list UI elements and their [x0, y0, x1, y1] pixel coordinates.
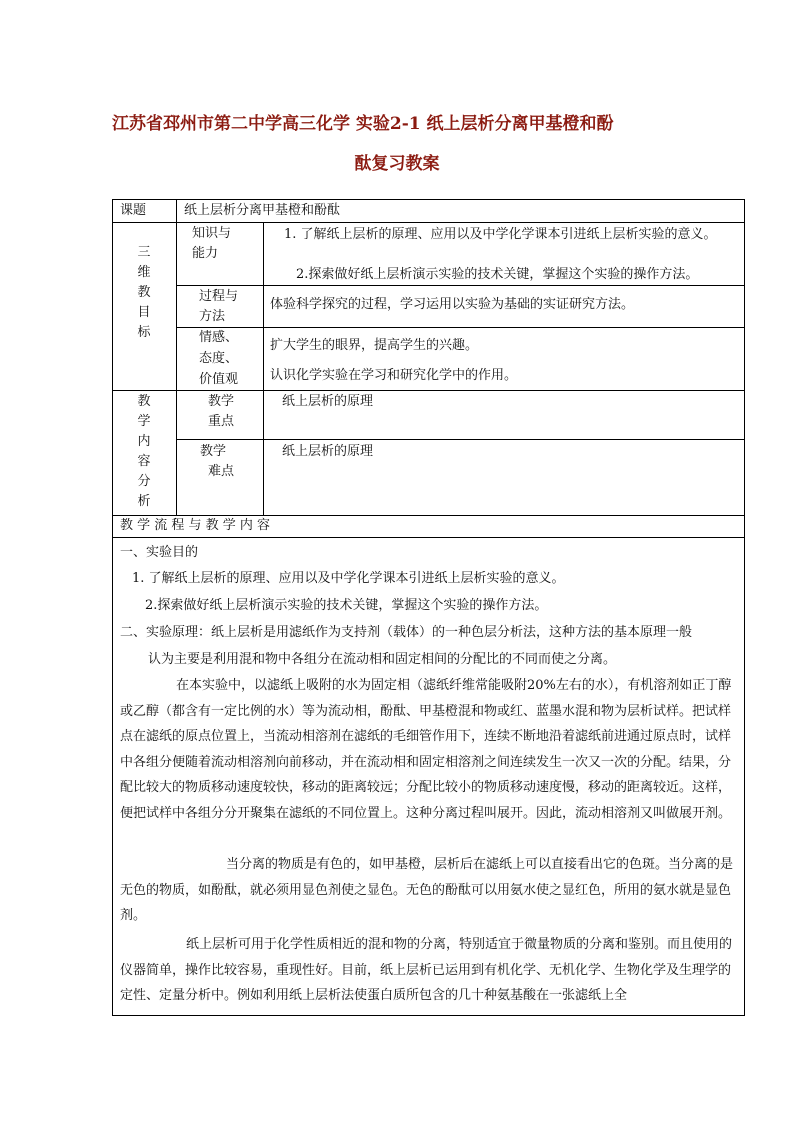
- section-1-heading: 一、实验目的: [120, 545, 199, 560]
- table-border: [744, 199, 745, 1016]
- goals-label: 三维教目标: [137, 245, 151, 340]
- process-goal: 体验科学探究的过程，学习运用以实验为基础的实证研究方法。: [270, 297, 635, 312]
- difficult-point-label-line-2: 难点: [208, 464, 235, 479]
- emotion-goal-1: 扩大学生的眼界，提高学生的兴趣。: [270, 338, 479, 353]
- lesson-plan-table: [112, 199, 745, 1016]
- section-1-item-1: 1. 了解纸上层析的原理、应用以及中学化学课本引进纸上层析实验的意义。: [132, 571, 565, 586]
- table-border: [112, 199, 113, 1016]
- table-border: [263, 222, 264, 515]
- table-border: [112, 390, 745, 391]
- emotion-label-line-3: 价值观: [199, 372, 239, 387]
- emotion-label-line-2: 态度、: [199, 351, 239, 366]
- table-border: [112, 222, 745, 223]
- knowledge-label-line-2: 能力: [192, 246, 219, 261]
- section-1-item-2: 2.探索做好纸上层析演示实验的技术关键，掌握这个实验的操作方法。: [145, 598, 548, 613]
- knowledge-goal-1: 1. 了解纸上层析的原理、应用以及中学化学课本引进纸上层析实验的意义。: [284, 227, 717, 242]
- process-label-line-2: 方法: [199, 309, 226, 324]
- table-border: [176, 199, 177, 515]
- section-2-line-1: 二、实验原理：纸上层析是用滤纸作为支持剂（载体）的一种色层分析法，这种方法的基本原理一般: [120, 625, 693, 640]
- title-line-1: 江苏省邳州市第二中学高三化学 实验2-1 纸上层析分离甲基橙和酚: [112, 114, 614, 134]
- difficult-point-value: 纸上层析的原理: [282, 444, 374, 459]
- table-border: [176, 439, 745, 440]
- table-border: [112, 199, 745, 200]
- flow-header: 教 学 流 程 与 教 学 内 容: [120, 518, 271, 533]
- knowledge-label-line-1: 知识与: [192, 226, 232, 241]
- table-border: [176, 285, 745, 286]
- table-border: [112, 537, 745, 538]
- key-point-value: 纸上层析的原理: [282, 394, 374, 409]
- table-border: [176, 327, 745, 328]
- principle-paragraph-3: 纸上层析可用于化学性质相近的混和物的分离，特别适宜于微量物质的分离和鉴别。而且使用的仪器简单，操作比较容易，重现性好。目前，纸上层析已运用到有机化学、无机化学、生物化学及生理学的定性、定量分析中。例如利用纸上层析法使蛋白质所包含的几十种氨基酸在一张滤纸上全: [120, 937, 733, 1004]
- topic-value: 纸上层析分离甲基橙和酚酞: [184, 203, 341, 218]
- principle-paragraph-2: 当分离的物质是有色的，如甲基橙，层析后在滤纸上可以直接看出它的色斑。当分离的是无色的物质，如酚酞，就必须用显色剂使之显色。无色的酚酞可以用氨水使之显红色，所用的氨水就是显色剂。: [120, 857, 734, 924]
- title-line-2: 酞复习教案: [354, 154, 440, 174]
- topic-label: 课题: [120, 203, 147, 218]
- table-border: [112, 1015, 745, 1016]
- principle-paragraph-1: 在本实验中，以滤纸上吸附的水为固定相（滤纸纤维常能吸附20%左右的水），有机溶剂如正丁醇或乙醇（都含有一定比例的水）等为流动相，酚酞、甲基橙混和物或红、蓝墨水混和物为层析试样。把试样点在滤纸的原点位置上，当流动相溶剂在滤纸的毛细管作用下，连续不断地沿着滤纸前进通过原点时，试样中各组分便随着流动相溶剂向前移动，并在流动相和固定相溶剂之间连续发生一次又一次的分配。结果，分配比较大的物质移动速度较快，移动的距离较远；分配比较小的物质移动速度慢，移动的距离较近。这样，便把试样中各组分分开聚集在滤纸的不同位置上。这种分离过程叫展开。因此，流动相溶剂又叫做展开剂。: [120, 678, 732, 821]
- emotion-goal-2: 认识化学实验在学习和研究化学中的作用。: [270, 368, 518, 383]
- section-2-line-2: 认为主要是利用混和物中各组分在流动相和固定相间的分配比的不同而使之分离。: [148, 652, 617, 667]
- emotion-label-line-1: 情感、: [199, 330, 239, 345]
- analysis-label: 教学内容分析: [137, 394, 151, 509]
- knowledge-goal-2: 2.探索做好纸上层析演示实验的技术关键，掌握这个实验的操作方法。: [296, 267, 699, 282]
- difficult-point-label-line-1: 教学: [200, 444, 227, 459]
- process-label-line-1: 过程与: [199, 289, 239, 304]
- key-point-label-line-2: 重点: [208, 414, 235, 429]
- key-point-label-line-1: 教学: [208, 394, 235, 409]
